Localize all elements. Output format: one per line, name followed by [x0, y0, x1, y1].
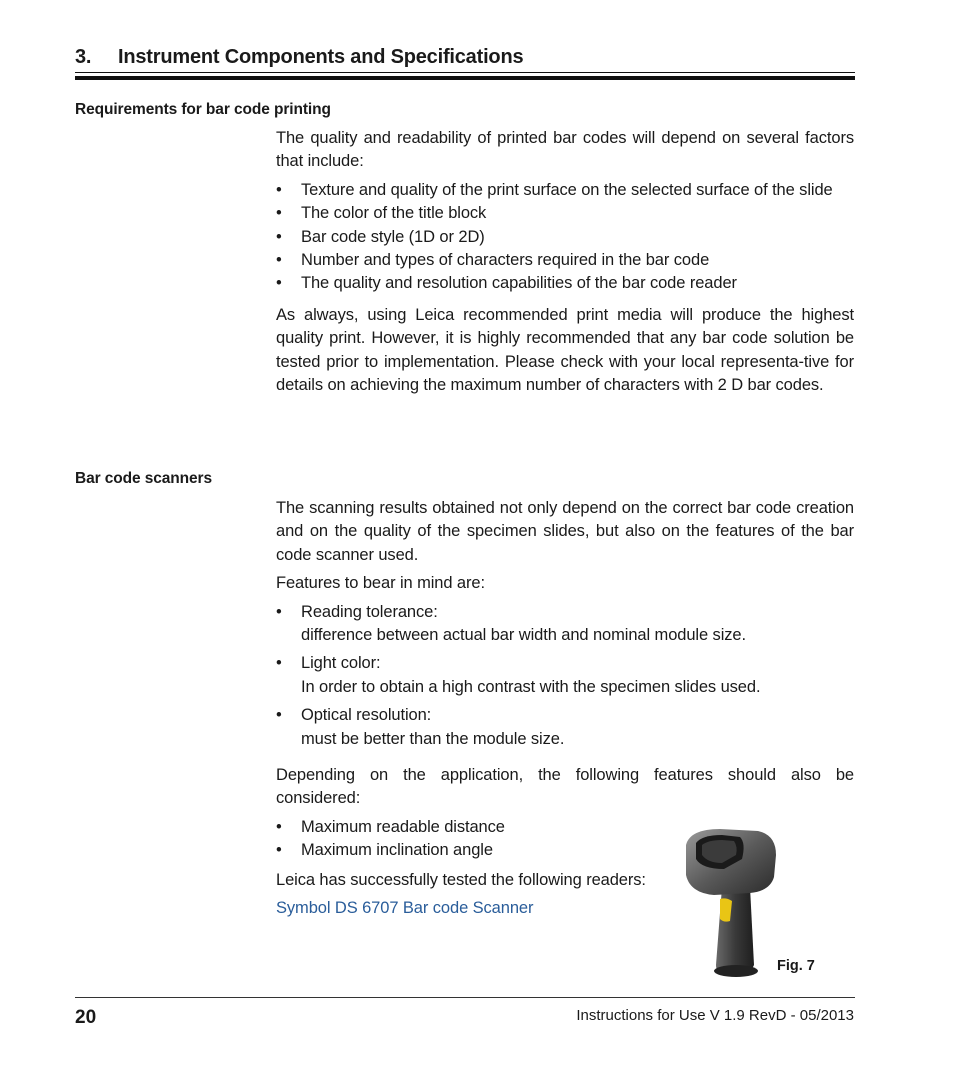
bullet-glyph: •: [276, 204, 282, 223]
printing-factor-list: [276, 179, 854, 296]
feature-title: Optical resolution:: [301, 706, 432, 725]
bullet-glyph: •: [276, 841, 282, 860]
bullet-glyph: •: [276, 227, 282, 246]
list-item: • The quality and resolution capabilities of the bar code reader: [276, 272, 854, 295]
bullet-glyph: •: [276, 654, 282, 673]
list-item: • Bar code style (1D or 2D): [276, 226, 854, 249]
list-item: • Maximum readable distance: [276, 816, 854, 839]
list-item: [276, 652, 854, 699]
document-version: Instructions for Use V 1.9 RevD - 05/2013: [576, 1007, 854, 1024]
bullet-glyph: •: [276, 274, 282, 293]
scanner-model-link[interactable]: Symbol DS 6707 Bar code Scanner: [276, 899, 534, 918]
section-heading-printing: Requirements for bar code printing: [75, 101, 331, 118]
list-item: • Maximum inclination angle: [276, 839, 854, 862]
scanners-intro: The scanning results obtained not only depend on the correct bar code creation and on the quality of the specimen slides, but also on the features of the bar code scanner used.: [276, 499, 854, 564]
list-item: • Number and types of characters required in the bar code: [276, 249, 854, 272]
feature-desc: difference between actual bar width and nominal module size.: [301, 626, 746, 645]
scanner-feature-list: [276, 601, 854, 751]
list-item: • The color of the title block: [276, 202, 854, 225]
header-rule-thin: [75, 72, 855, 73]
list-item: [276, 704, 854, 751]
page-number: 20: [75, 1007, 97, 1028]
section-printing-body: [276, 127, 854, 397]
section-heading-scanners: Bar code scanners: [75, 470, 213, 487]
bullet-glyph: •: [276, 706, 282, 725]
chapter-number: 3.: [75, 46, 92, 68]
bullet-glyph: •: [276, 602, 282, 621]
footer-rule: [75, 997, 855, 998]
feature-desc: must be better than the module size.: [301, 729, 565, 748]
list-item: [276, 601, 854, 648]
list-item: • Texture and quality of the print surface on the selected surface of the slide: [276, 179, 854, 202]
bullet-glyph: •: [276, 180, 282, 199]
feature-desc: In order to obtain a high contrast with the specimen slides used.: [301, 677, 761, 696]
feature-title: Light color:: [301, 654, 381, 673]
bullet-glyph: •: [276, 251, 282, 270]
chapter-title: Instrument Components and Specifications: [118, 46, 524, 68]
printing-closing: As always, using Leica recommended print media will produce the highest quality print. However, it is highly recommended that any bar code solution be tested prior to implementation. Please check with your local representa-tive for details on achieving the maximum number of characters with 2 D bar codes.: [276, 305, 854, 395]
barcode-scanner-image: [680, 825, 780, 980]
header-rule-thick: [75, 76, 855, 80]
feature-title: Reading tolerance:: [301, 602, 438, 621]
bullet-glyph: •: [276, 817, 282, 836]
depending-text: Depending on the application, the following features should also be considered:: [276, 766, 854, 808]
figure-label: Fig. 7: [777, 958, 815, 974]
chapter-heading: [75, 46, 855, 69]
tested-readers-text: Leica has successfully tested the following readers:: [276, 870, 646, 889]
printing-intro: The quality and readability of printed bar codes will depend on several factors that include:: [276, 129, 854, 171]
features-intro: Features to bear in mind are:: [276, 574, 485, 593]
